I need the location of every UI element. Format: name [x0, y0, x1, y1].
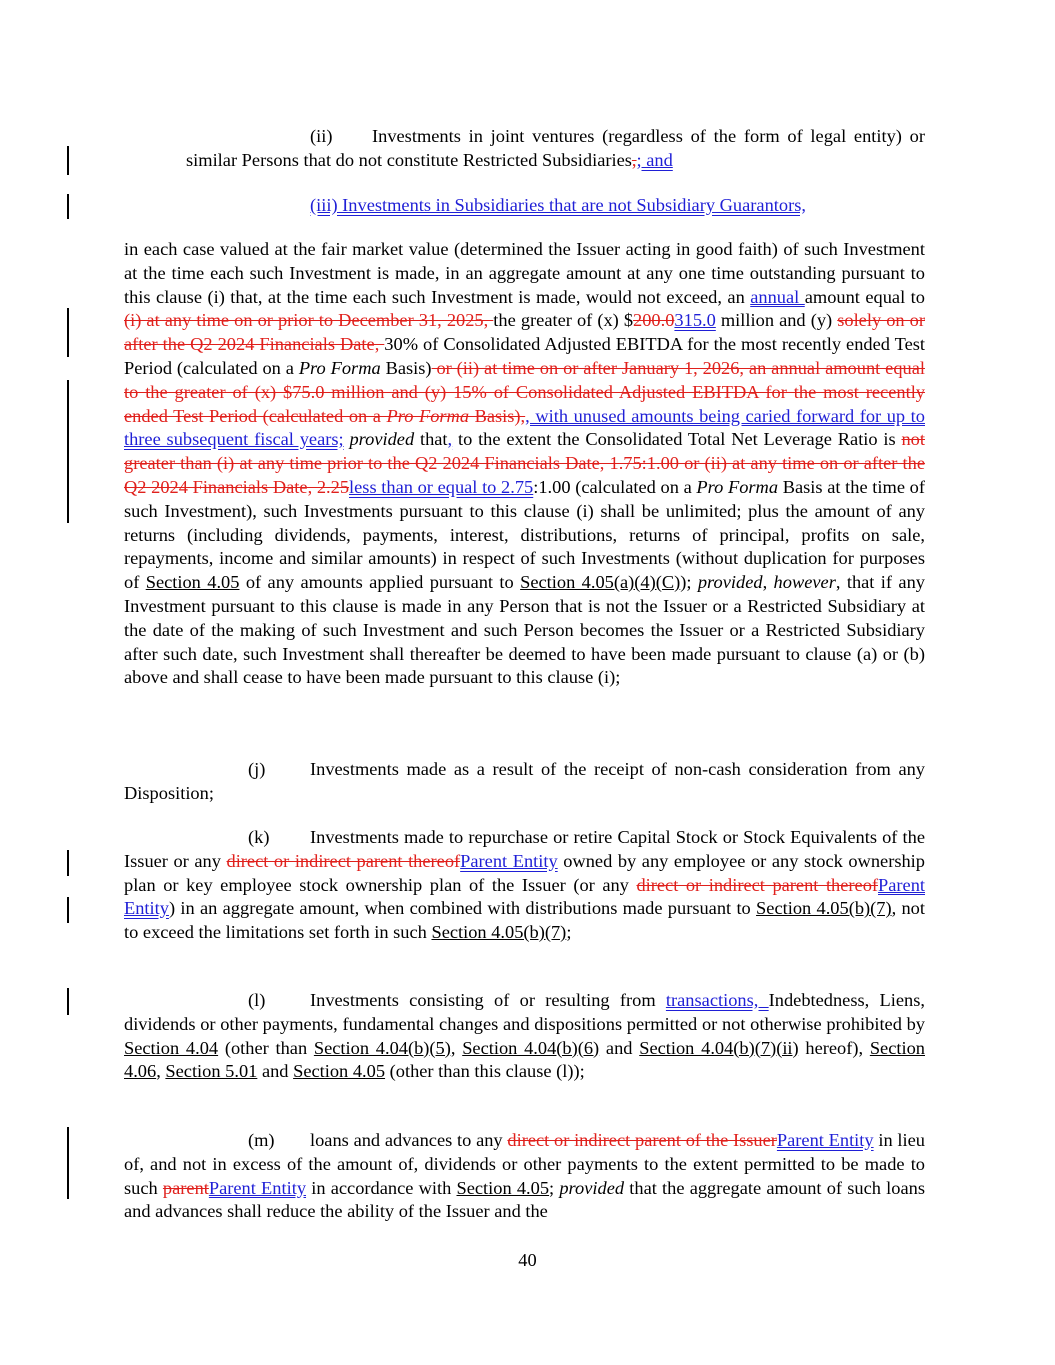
- deleted-text: Pro Forma: [386, 405, 470, 426]
- section-reference: Section 4.04(b)(6): [462, 1037, 600, 1058]
- inserted-text: less than or equal to 2.75: [349, 476, 534, 497]
- deleted-text: ,: [631, 149, 637, 170]
- inserted-text: 315.0: [674, 310, 716, 331]
- section-reference: Section 5.01: [165, 1061, 258, 1082]
- section-reference: Section 4.04(b)(5): [313, 1037, 451, 1058]
- change-bar: [67, 146, 69, 175]
- clause-label: (k): [248, 827, 270, 847]
- change-bar: [67, 308, 69, 357]
- clause-k-paragraph: (k) Investments made to repurchase or retire Capital Stock or Stock Equivalents of the Issuer or any direct or indirect parent thereofParent Entity owned by any employee or any stock ownership plan or key employee stock ownership plan of the Issuer (or any direct or indirect parent thereofParent Entity) in an aggregate amount, when combined with distributions made pursuant to Section 4.05(b)(7), not to exceed the limitations set forth in such Section 4.05(b)(7);: [124, 827, 925, 943]
- section-reference: Section 4.04(b)(7)(ii): [639, 1037, 799, 1058]
- clause-label: (j): [248, 759, 266, 779]
- section-reference: Section 4.05: [456, 1177, 550, 1198]
- clause-m-paragraph: (m) loans and advances to any direct or indirect parent of the IssuerParent Entity in lieu of, and not in excess of the amount of, dividends or other payments to the extent permitted to be made to such parentParent Entity in accordance with Section 4.05; provided that the aggregate amount of such loans and advances shall reduce the ability of the Issuer and the: [124, 1130, 925, 1222]
- section-reference: Section 4.05(a)(4)(C): [520, 572, 681, 593]
- section-reference: Section 4.05: [293, 1061, 386, 1082]
- clause-label: (l): [248, 990, 266, 1010]
- deleted-text: 200.0: [633, 310, 675, 331]
- inserted-text: ; and: [636, 149, 673, 170]
- clause-ii-paragraph: (ii) Investments in joint ventures (regardless of the form of legal entity) or similar Persons that do not constitute Restricted Subsidiaries,; and: [186, 126, 925, 170]
- section-reference: Section 4.05(b)(7): [431, 922, 567, 943]
- inserted-text: ,: [447, 429, 453, 450]
- deleted-text: direct or indirect parent thereof: [226, 850, 461, 871]
- inserted-text: Parent Entity: [124, 874, 925, 919]
- page-number: 40: [518, 1250, 537, 1270]
- section-reference: Section 4.05: [145, 572, 240, 593]
- inserted-text: Parent Entity: [776, 1130, 874, 1150]
- clause-label: (ii): [310, 126, 333, 146]
- section-reference: Section 4.05(b)(7): [756, 898, 892, 919]
- deleted-text: direct or indirect parent thereof: [636, 874, 879, 895]
- change-bar: [67, 380, 69, 523]
- deleted-text: parent: [162, 1177, 209, 1198]
- inserted-text: transactions,: [665, 990, 769, 1010]
- change-bar: [67, 850, 69, 876]
- deleted-text: direct or indirect parent of the Issuer: [507, 1130, 777, 1150]
- section-reference: Section 4.04: [124, 1037, 219, 1058]
- change-bar: [67, 897, 69, 923]
- change-bar: [67, 988, 69, 1015]
- deleted-text: (i) at any time on or prior to December 31, 2025,: [124, 310, 494, 331]
- clause-iii-paragraph: [310, 194, 925, 218]
- clause-j-paragraph: (j) Investments made as a result of the receipt of non-cash consideration from any Disposition;: [124, 759, 925, 803]
- clause-l-paragraph: (l) Investments consisting of or resulting from transactions, Indebtedness, Liens, dividends or other payments, fundamental changes and dispositions permitted or not otherwise prohibited by Section 4.04 (other than Section 4.04(b)(5), Section 4.04(b)(6) and Section 4.04(b)(7)(ii) hereof), Section 4.06, Section 5.01 and Section 4.05 (other than this clause (l));: [124, 990, 925, 1082]
- change-bar: [67, 194, 69, 219]
- deleted-text: solely on or after the Q2 2024 Financials Date,: [124, 310, 925, 355]
- deleted-text: Basis),: [469, 405, 526, 426]
- inserted-text: (iii) Investments in Subsidiaries that are not Subsidiary Guarantors,: [310, 195, 806, 215]
- inserted-text: Parent Entity: [460, 850, 558, 871]
- deleted-text: not greater than (i) at any time prior to the Q2 2024 Financials Date, 1.75:1.00 or (ii) at any time on or after the Q2 2024 Financials Date, 2.25: [124, 429, 925, 497]
- inserted-text: , with unused amounts being caried forward for up to three subsequent fiscal years;: [124, 405, 925, 450]
- change-bar: [67, 1127, 69, 1199]
- deleted-text: or (ii) at time on or after January 1, 2026, an annual amount equal to the greater of (x) $75.0 million and (y) 15% of Consolidated Adjusted EBITDA for the most recently ended Test Period (calculated on a: [124, 357, 925, 426]
- clause-i-body-paragraph: in each case valued at the fair market value (determined the Issuer acting in good faith) of such Investment at the time each such Investment is made, in an aggregate amount at any one time outstanding pursuant to this clause (i) that, at the time each such Investment is made, would not exceed, an annual amount equal to (i) at any time on or prior to December 31, 2025, the greater of (x) $200.0315.0 million and (y) solely on or after the Q2 2024 Financials Date, 30% of Consolidated Adjusted EBITDA for the most recently ended Test Period (calculated on a Pro Forma Basis) or (ii) at time on or after January 1, 2026, an annual amount equal to the greater of (x) $75.0 million and (y) 15% of Consolidated Adjusted EBITDA for the most recently ended Test Period (calculated on a Pro Forma Basis),, with unused amounts being caried forward for up to three subsequent fiscal years; provided that, to the extent the Consolidated Total Net Leverage Ratio is not greater than (i) at any time prior to the Q2 2024 Financials Date, 1.75:1.00 or (ii) at any time on or after the Q2 2024 Financials Date, 2.25less than or equal to 2.75:1.00 (calculated on a Pro Forma Basis at the time of such Investment), such Investments pursuant to this clause (i) shall be unlimited; plus the amount of any returns (including dividends, payments, interest, distributions, returns of principal, profits on sale, repayments, income and similar amounts) in respect of such Investments (without duplication for purposes of Section 4.05 of any amounts applied pursuant to Section 4.05(a)(4)(C)); provided, however, that if any Investment pursuant to this clause is made in any Person that is not the Issuer or a Restricted Subsidiary at the date of the making of such Investment and such Person becomes the Issuer or a Restricted Subsidiary after such date, such Investment shall thereafter be deemed to have been made pursuant to clause (a) or (b) above and shall cease to have been made pursuant to this clause (i);: [124, 239, 925, 688]
- inserted-text: Parent Entity: [208, 1177, 307, 1198]
- inserted-text: annual: [750, 286, 805, 307]
- section-reference: Section 4.06: [124, 1037, 925, 1082]
- clause-label: (m): [248, 1130, 275, 1150]
